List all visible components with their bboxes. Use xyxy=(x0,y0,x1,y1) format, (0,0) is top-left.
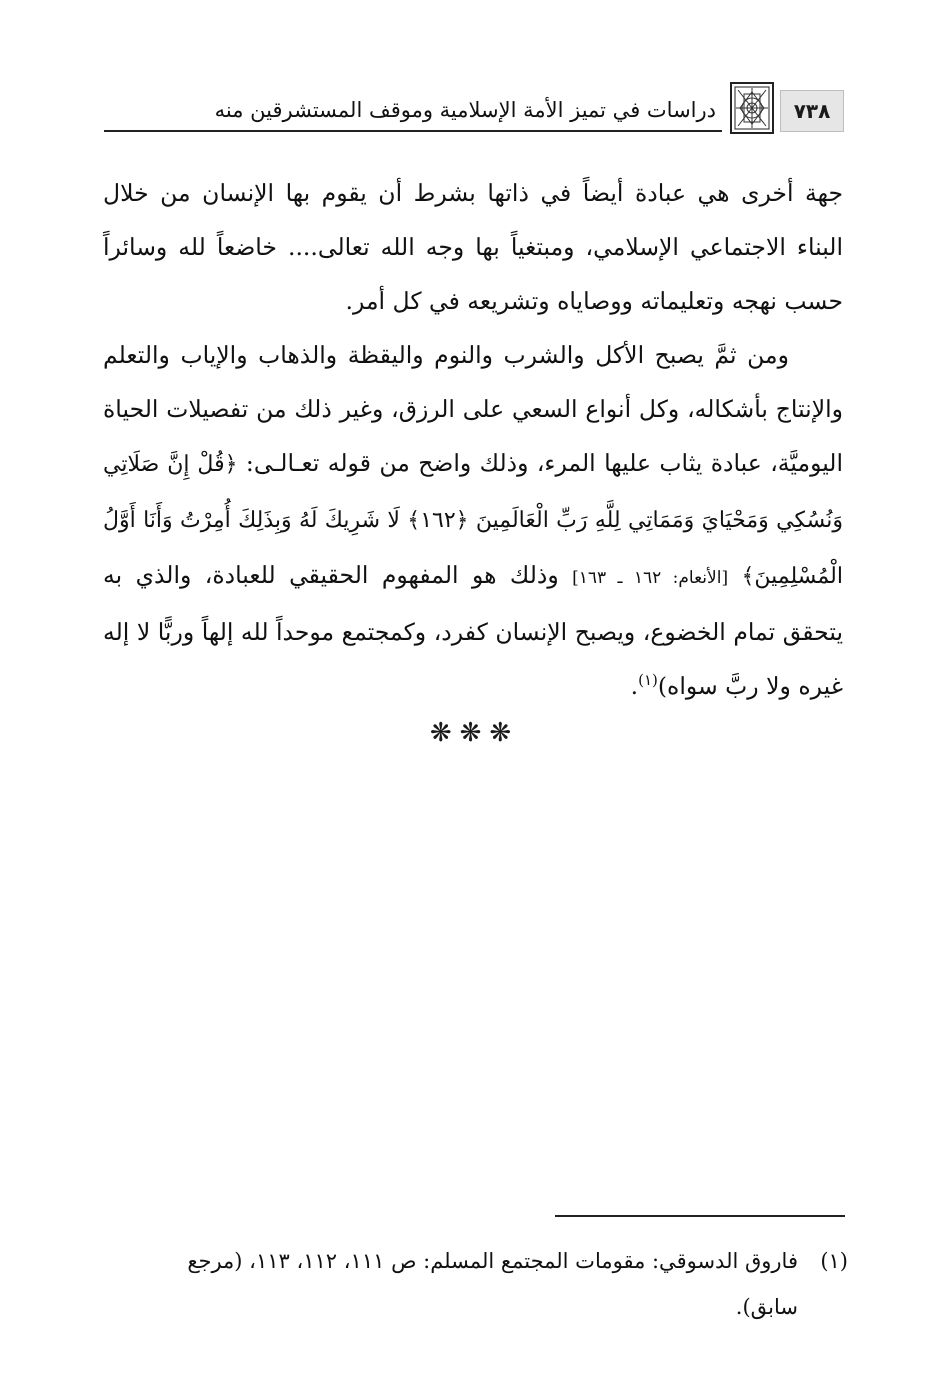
running-title: دراسات في تميز الأمة الإسلامية وموقف المستشرقين منه xyxy=(214,98,716,122)
verse-citation: [الأنعام: ١٦٢ ـ ١٦٣] xyxy=(572,568,729,588)
header-rule xyxy=(104,130,722,132)
body-text xyxy=(103,166,843,713)
paragraph-2-continuation: وذلك هو المفهوم الحقيقي للعبادة، والذي به يتحقق تمام الخضوع، ويصبح الإنسان كفرد، وكمجتمع موحداً لله إلهاً وربًّا لا إله غيره ولا ربَّ سواه) xyxy=(103,561,843,700)
footnote-text: فاروق الدسوقي: مقومات المجتمع المسلم: ص ١١١، ١١٢، ١١٣، (مرجع xyxy=(187,1249,798,1273)
paragraph-2-text: ومن ثمَّ يصبح الأكل والشرب والنوم واليقظة والذهاب والإياب والتعلم والإنتاج بأشكاله، وكل أنواع السعي على الرزق، وغير ذلك من تفصيلات الحياة اليوميَّة، عبادة يثاب عليها المرء، وذلك واضح من قوله تعـالـى: xyxy=(103,341,843,477)
footnote-line-2: سابق). xyxy=(735,1295,798,1319)
ornament-icon xyxy=(730,82,774,134)
footnote-rule xyxy=(555,1215,845,1217)
footnote xyxy=(103,1238,848,1330)
section-separator: ❋❋❋ xyxy=(429,718,520,748)
footnote-reference[interactable]: (١) xyxy=(638,671,658,690)
paragraph-2-end: . xyxy=(630,672,639,700)
footnote-number: (١) xyxy=(820,1249,848,1273)
paragraph-1: جهة أخرى هي عبادة أيضاً في ذاتها بشرط أن يقوم بها الإنسان من خلال البناء الاجتماعي الإسلامي، ومبتغياً بها وجه الله تعالى.... خاضعاً لله وسائراً حسب نهجه وتعليماته ووصاياه وتشريعه في كل أمر. xyxy=(103,179,843,315)
paragraph-2 xyxy=(103,328,843,713)
quran-verse: ﴿قُلْ إِنَّ صَلَاتِي وَنُسُكِي وَمَحْيَايَ وَمَمَاتِي لِلَّهِ رَبِّ الْعَالَمِينَ ﴿١٦٢﴾ لَا شَرِيكَ لَهُ وَبِذَلِكَ أُمِرْتُ وَأَنَا أَوَّلُ الْمُسْلِمِينَ﴾ xyxy=(103,452,843,589)
footnote-line-1 xyxy=(103,1238,848,1284)
running-header xyxy=(104,82,844,140)
page-number: ٧٣٨ xyxy=(780,90,844,132)
